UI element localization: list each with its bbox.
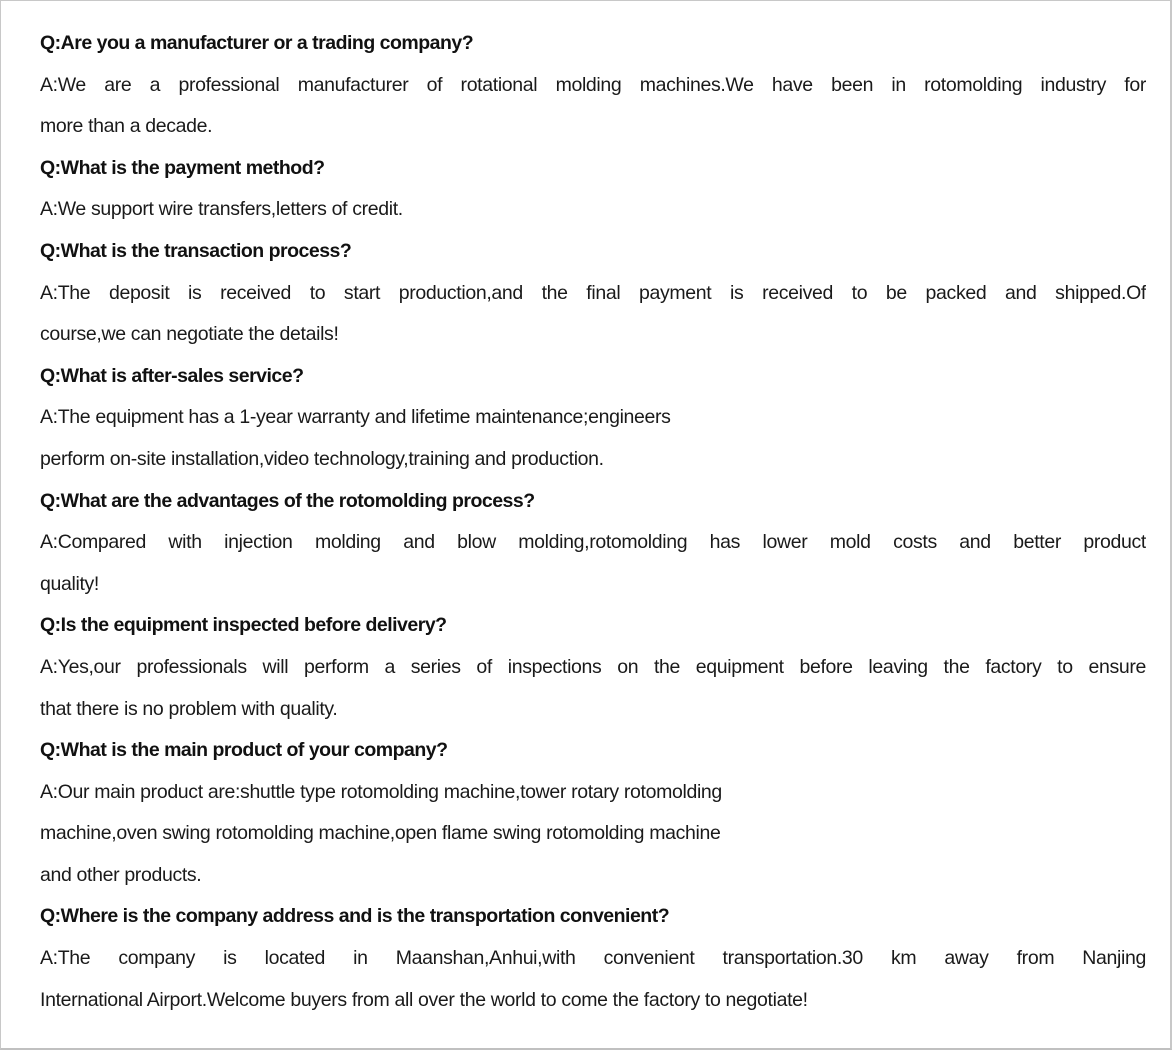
faq-answer-line: A:The company is located in Maanshan,Anhui,with convenient transportation.30 km away from Nanjing — [40, 947, 1146, 970]
faq-list — [40, 23, 1146, 1021]
faq-question: Q:What is after-sales service? — [40, 364, 304, 387]
faq-answer-line: machine,oven swing rotomolding machine,open flame swing rotomolding machine — [40, 822, 721, 845]
faq-answer-line: A:Compared with injection molding and blow molding,rotomolding has lower mold costs and better product — [40, 531, 1146, 554]
faq-answer-line: A:We support wire transfers,letters of credit. — [40, 198, 403, 221]
faq-answer-line: A:The equipment has a 1-year warranty and lifetime maintenance;engineers — [40, 406, 671, 429]
faq-question: Q:What is the transaction process? — [40, 239, 352, 262]
faq-question: Q:Where is the company address and is the transportation convenient? — [40, 905, 670, 928]
faq-answer-line: International Airport.Welcome buyers from all over the world to come the factory to negotiate! — [40, 988, 808, 1011]
faq-answer-line: course,we can negotiate the details! — [40, 323, 339, 346]
faq-answer-line: A:Yes,our professionals will perform a series of inspections on the equipment before leaving the factory to ensure — [40, 655, 1146, 678]
faq-question: Q:Are you a manufacturer or a trading company? — [40, 32, 474, 54]
faq-answer-line: A:The deposit is received to start production,and the final payment is received to be packed and shipped.Of — [40, 281, 1146, 304]
faq-answer-line: and other products. — [40, 863, 202, 886]
faq-question: Q:What are the advantages of the rotomolding process? — [40, 489, 535, 512]
faq-answer-line: quality! — [40, 572, 99, 595]
faq-answer-line: that there is no problem with quality. — [40, 697, 338, 720]
faq-answer-line: A:Our main product are:shuttle type rotomolding machine,tower rotary rotomolding — [40, 780, 722, 803]
faq-question: Q:What is the main product of your company? — [40, 739, 448, 762]
faq-question: Q:What is the payment method? — [40, 156, 325, 179]
faq-question: Q:Is the equipment inspected before delivery? — [40, 614, 447, 637]
faq-answer-line: A:We are a professional manufacturer of rotational molding machines.We have been in rotomolding industry for — [40, 73, 1146, 96]
faq-answer-line: more than a decade. — [40, 115, 213, 138]
faq-answer-line: perform on-site installation,video technology,training and production. — [40, 447, 604, 470]
